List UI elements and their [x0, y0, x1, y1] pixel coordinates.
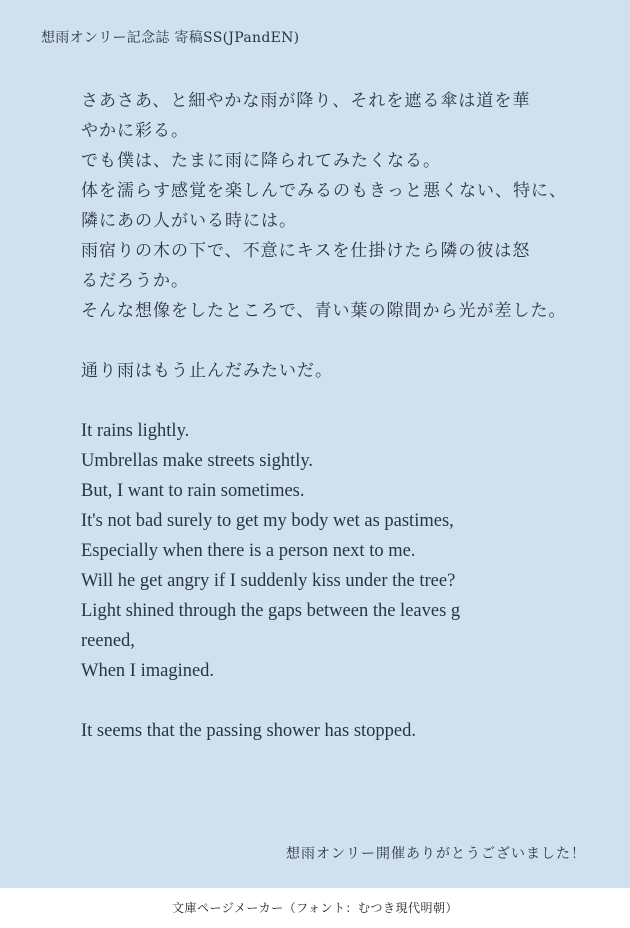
- story-line-en-end: It seems that the passing shower has stopped.: [81, 721, 416, 741]
- paragraph-gap: [81, 326, 581, 356]
- story-line-jp: でも僕は、たまに雨に降られてみたくなる。: [81, 151, 441, 171]
- story-line-en: But, I want to rain sometimes.: [81, 481, 305, 501]
- story-line-jp: 雨宿りの木の下で、不意にキスを仕掛けたら隣の彼は怒: [81, 241, 531, 261]
- story-line-jp-end: 通り雨はもう止んだみたいだ。: [81, 361, 333, 381]
- story-line-en: reened,: [81, 631, 135, 651]
- paragraph-gap: [81, 686, 581, 716]
- footer-credit: 文庫ページメーカー（フォント：むつき現代明朝）: [0, 888, 630, 928]
- story-line-en: Umbrellas make streets sightly.: [81, 451, 314, 471]
- story-line-en: It rains lightly.: [81, 421, 190, 441]
- story-line-jp: そんな想像をしたところで、青い葉の隙間から光が差した。: [81, 301, 567, 321]
- story-line-jp: さあさあ、と細やかな雨が降り、それを遮る傘は道を華: [81, 91, 531, 111]
- story-line-en: Especially when there is a person next to me.: [81, 541, 416, 561]
- story-line-jp: やかに彩る。: [81, 121, 189, 141]
- story-line-jp: るだろうか。: [81, 271, 189, 291]
- closing-message: 想雨オンリー開催ありがとうございました！: [286, 846, 586, 862]
- story-line-en: It's not bad surely to get my body wet as pastimes,: [81, 511, 454, 531]
- story-line-jp: 隣にあの人がいる時には。: [81, 211, 297, 231]
- story-line-en: Will he get angry if I suddenly kiss under the tree?: [81, 571, 456, 591]
- story-line-en: When I imagined.: [81, 661, 215, 681]
- story-body: [81, 86, 581, 746]
- story-line-en: Light shined through the gaps between the leaves g: [81, 601, 461, 621]
- paragraph-gap: [81, 386, 581, 416]
- page-title: 想雨オンリー記念誌 寄稿SS(JPandEN): [41, 30, 300, 46]
- story-line-jp: 体を濡らす感覚を楽しんでみるのもきっと悪くない、特に、: [81, 181, 567, 201]
